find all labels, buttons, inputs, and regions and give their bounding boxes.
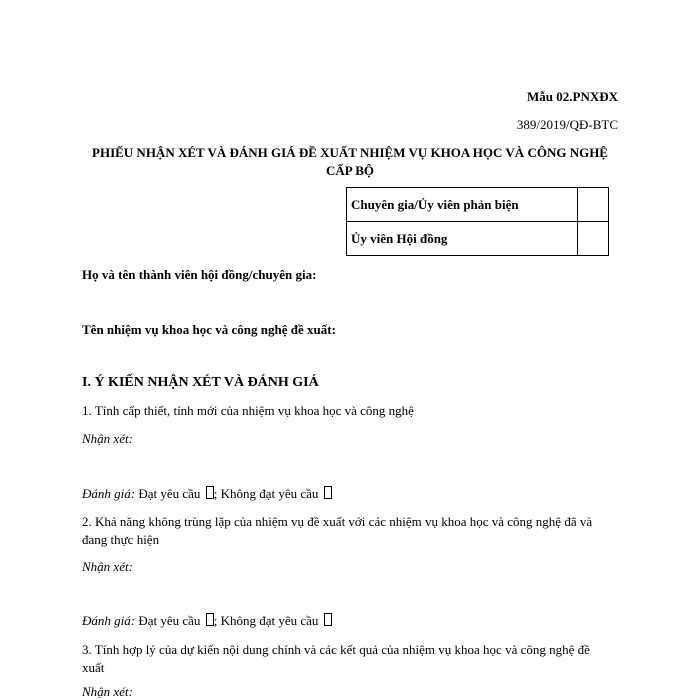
- criterion-3-remark-label: Nhận xét:: [82, 684, 133, 699]
- meets-label: Đạt yêu cầu: [138, 486, 201, 501]
- not-meets-label: Không đạt yêu cầu: [220, 486, 319, 501]
- criterion-2-evaluation: [82, 613, 332, 629]
- section-heading: I. Ý KIẾN NHẬN XÉT VÀ ĐÁNH GIÁ: [82, 375, 319, 390]
- meets-label: Đạt yêu cầu: [138, 613, 201, 628]
- role-checkbox-reviewer[interactable]: [578, 188, 609, 222]
- meets-checkbox[interactable]: [206, 486, 214, 499]
- table-row: [347, 222, 609, 256]
- criterion-2-title: 2. Khả năng không trùng lặp của nhiệm vụ đề xuất với các nhiệm vụ khoa học và công nghệ đã và đang thực hiện: [82, 514, 593, 547]
- decision-reference: 389/2019/QĐ-BTC: [516, 117, 618, 132]
- member-name-field: Họ và tên thành viên hội đồng/chuyên gia:: [82, 267, 317, 282]
- table-row: [347, 188, 609, 222]
- task-name-field: Tên nhiệm vụ khoa học và công nghệ đề xuất:: [82, 322, 336, 337]
- role-checkbox-council-member[interactable]: [578, 222, 609, 256]
- role-label-reviewer: Chuyên gia/Ủy viên phản biện: [347, 188, 578, 222]
- separator: ;: [213, 486, 221, 501]
- form-code: Mẫu 02.PNXĐX: [527, 89, 618, 104]
- document-title: PHIẾU NHẬN XÉT VÀ ĐÁNH GIÁ ĐỀ XUẤT NHIỆM VỤ KHOA HỌC VÀ CÔNG NGHỆ CẤP BỘ: [92, 145, 608, 178]
- criterion-1-evaluation: [82, 486, 332, 502]
- criterion-2-remark-label: Nhận xét:: [82, 559, 133, 574]
- not-meets-checkbox[interactable]: [324, 613, 332, 626]
- criterion-3-title: 3. Tính hợp lý của dự kiến nội dung chính và các kết quả của nhiệm vụ khoa học và công nghệ đề xuất: [82, 642, 590, 675]
- evaluation-label: Đánh giá:: [82, 486, 136, 501]
- criterion-1-title: 1. Tính cấp thiết, tính mới của nhiệm vụ khoa học và công nghệ: [82, 403, 414, 418]
- not-meets-label: Không đạt yêu cầu: [220, 613, 319, 628]
- criterion-1-remark-label: Nhận xét:: [82, 431, 133, 446]
- evaluation-label: Đánh giá:: [82, 613, 136, 628]
- role-table: [346, 187, 609, 256]
- not-meets-checkbox[interactable]: [324, 486, 332, 499]
- role-label-council-member: Ủy viên Hội đồng: [347, 222, 578, 256]
- meets-checkbox[interactable]: [206, 613, 214, 626]
- separator: ;: [213, 613, 221, 628]
